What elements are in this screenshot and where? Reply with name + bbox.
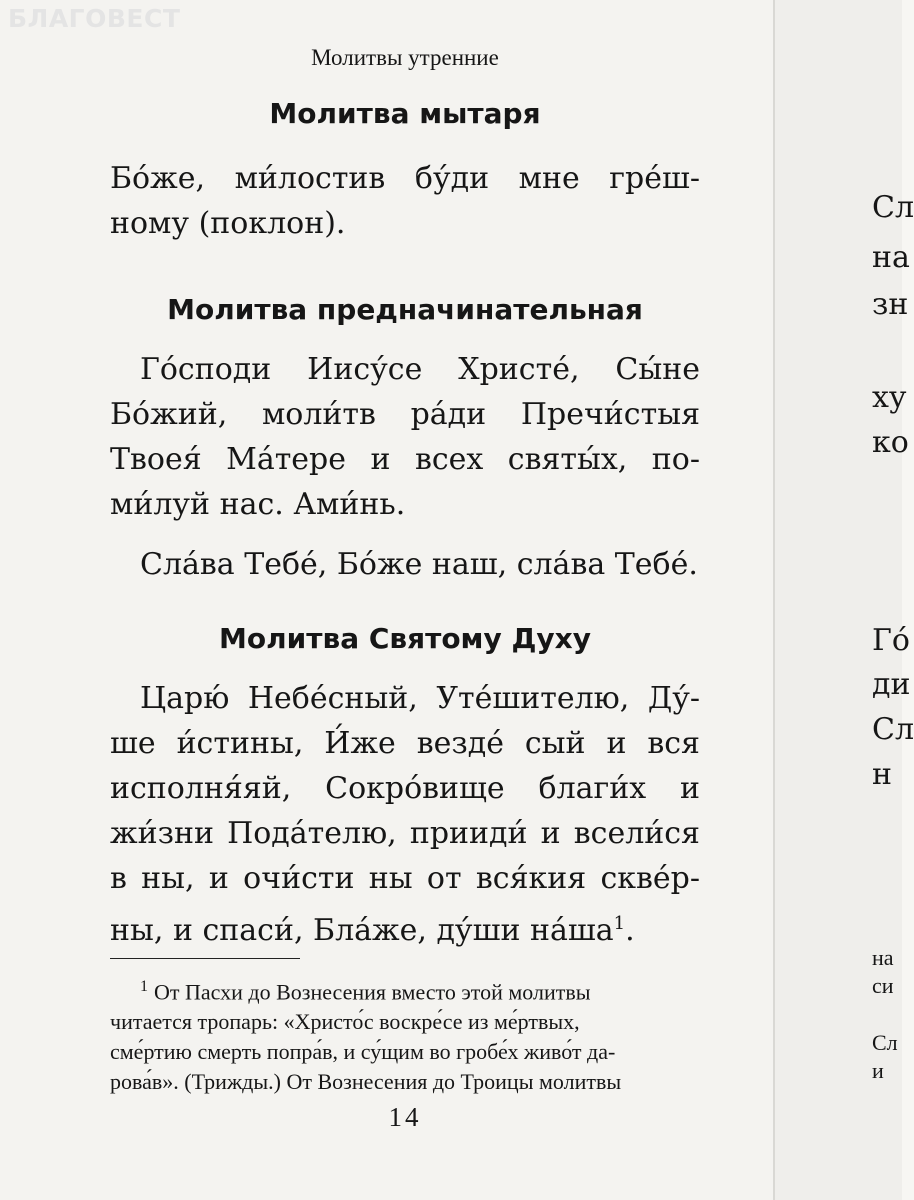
facing-page-fragment: ко xyxy=(872,425,909,460)
section-title: Молитва предначинательная xyxy=(167,293,643,326)
prayer-line-text: ны, и спаси́, Бла́же, ду́ши на́ша xyxy=(110,913,614,948)
page-number: 14 xyxy=(388,1102,422,1132)
prayer-line: жи́зни Пода́телю, прииди́ и всели́ся xyxy=(110,816,700,851)
footnote-line: рова́в». (Трижды.) От Вознесения до Троицы молитвы xyxy=(110,1069,622,1095)
footnote-ref[interactable]: 1 xyxy=(613,913,626,934)
prayer-text xyxy=(110,676,700,953)
prayer-text xyxy=(110,156,700,246)
page-content xyxy=(110,92,700,953)
running-head: Молитвы утренние xyxy=(311,45,499,70)
prayer-line: Го́споди Иису́се Христе́, Сы́не xyxy=(140,352,700,387)
facing-page-fragment: си xyxy=(872,973,894,998)
prayer-line: Бо́жий, моли́тв ра́ди Пречи́стыя xyxy=(110,397,700,432)
prayer-line: ми́луй нас. Ами́нь. xyxy=(110,487,406,522)
facing-page-fragment: зн xyxy=(872,287,909,322)
prayer-line: Бо́же, ми́лостив бу́ди мне гре́ш- xyxy=(110,161,700,196)
watermark-logo: БЛАГОВЕСТ xyxy=(8,4,181,33)
footnote xyxy=(110,972,700,1097)
footnote-line-text: От Пасхи до Вознесения вместо этой молитвы xyxy=(154,979,591,1005)
prayer-line-last: ны, и спаси́, Бла́же, ду́ши $на́ша^1$. xyxy=(110,913,635,948)
facing-page-fragment: Сл xyxy=(872,1030,898,1055)
facing-page-fragment: ди xyxy=(872,667,911,702)
footnote-line xyxy=(110,972,700,1007)
prayer-line: ше и́стины, И́же везде́ сый и вся xyxy=(110,726,700,761)
prayer-line: исполня́яй, Сокро́вище благи́х и xyxy=(110,771,700,806)
prayer-line: Твоея́ Ма́тере и всех святы́х, по- xyxy=(110,442,700,477)
facing-page-fragment: Го́ xyxy=(872,623,910,658)
facing-page-fragment: на xyxy=(872,240,910,275)
prayer-text xyxy=(110,347,700,527)
facing-page-fragment: Сл xyxy=(872,190,914,225)
facing-page-fragment: н xyxy=(872,757,892,792)
facing-page-fragment: Сл xyxy=(872,712,914,747)
footnote-mark: 1 xyxy=(140,978,148,995)
doxology xyxy=(110,542,700,587)
footnote-divider xyxy=(110,958,300,959)
section-title: Молитва Святому Духу xyxy=(219,622,591,655)
prayer-line: ному (поклон). xyxy=(110,206,346,241)
prayer-line: Царю́ Небе́сный, Уте́шителю, Ду́- xyxy=(140,681,700,716)
footnote-line: читается тропарь: «Христо́с воскре́се из ме́ртвых, xyxy=(110,1009,580,1035)
facing-page-fragment: и xyxy=(872,1058,884,1083)
prayer-line: Сла́ва Тебе́, Бо́же наш, сла́ва Тебе́. xyxy=(140,547,698,582)
facing-page-fragment: на xyxy=(872,945,894,970)
facing-page-fragment: ху xyxy=(872,380,907,415)
section-title: Молитва мытаря xyxy=(269,97,541,130)
footnote-line: сме́ртию смерть попра́в, и су́щим во гробе́х живо́т да- xyxy=(110,1039,616,1065)
facing-page xyxy=(773,0,902,1200)
prayer-line: в ны, и очи́сти ны от вся́кия скве́р- xyxy=(110,861,700,896)
